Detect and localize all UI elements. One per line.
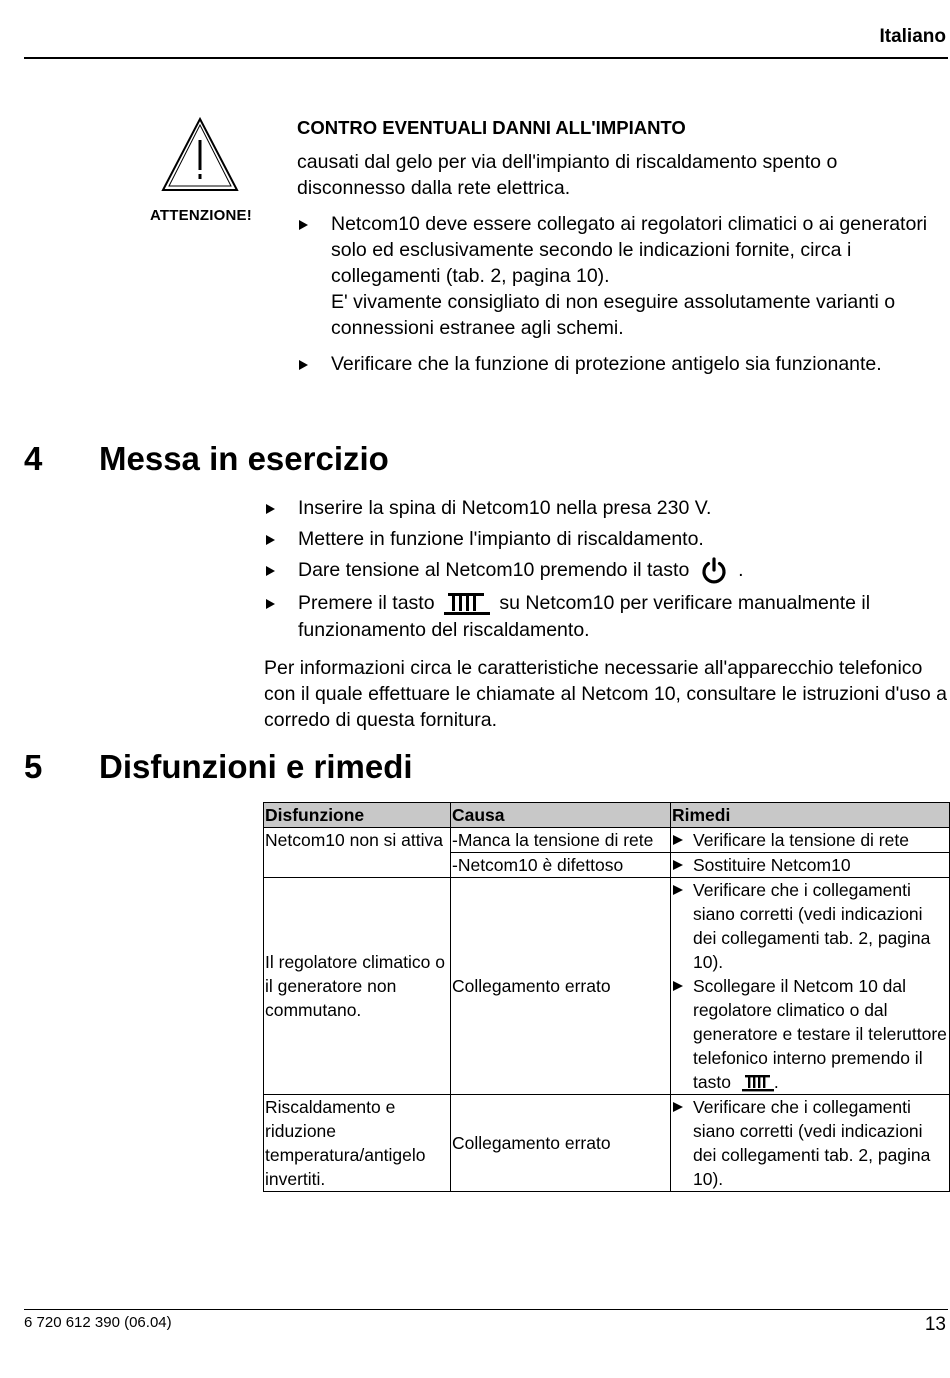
table-header-cell: Rimedi [671, 803, 950, 828]
bullet-arrow-icon [673, 885, 683, 895]
table-row [264, 1095, 950, 1192]
warning-bullet [297, 211, 937, 341]
section-title: Messa in esercizio [99, 440, 389, 477]
list-item [264, 526, 948, 552]
bullet-arrow-icon [266, 566, 275, 576]
heating-radiator-icon [444, 591, 490, 617]
list-item [264, 495, 948, 521]
remedy-text: Scollegare il Netcom 10 dal regolatore climatico o dal generatore e testare il teleruttore telefonico interno premendo il tasto [693, 976, 947, 1092]
power-icon [699, 557, 729, 585]
table-cell: -Manca la tensione di rete [451, 828, 671, 853]
heating-radiator-icon [742, 1073, 774, 1093]
list-item-text: Premere il tasto [298, 592, 435, 614]
table-cell: Il regolatore climatico o il generatore non commutano. [264, 878, 451, 1095]
remedy-item [672, 828, 948, 852]
table-cell: Netcom10 non si attiva [264, 828, 451, 878]
table-row [264, 878, 950, 1095]
bullet-arrow-icon [266, 504, 275, 514]
list-item [264, 590, 948, 643]
table-cell: Riscaldamento e riduzione temperatura/antigelo invertiti. [264, 1095, 451, 1192]
list-item-text: . [738, 559, 744, 582]
warning-label: ATTENZIONE! [150, 207, 252, 224]
table-cell: Collegamento errato [451, 878, 671, 1095]
table-header-cell: Disfunzione [264, 803, 451, 828]
list-item-text: su Netcom10 per verificare manualmente il funzionamento del riscaldamento. [298, 592, 871, 641]
remedy-item [672, 853, 948, 877]
header-rule [24, 57, 948, 59]
table-header-cell: Causa [451, 803, 671, 828]
remedy-text: Verificare che i collegamenti siano corretti (vedi indicazioni dei collegamenti tab. 2, pagina 10). [693, 1097, 931, 1189]
section-number: 4 [24, 440, 43, 477]
table-cell [671, 878, 950, 1095]
table-header-row [264, 803, 950, 828]
remedy-item [672, 878, 948, 974]
bullet-arrow-icon [266, 599, 275, 609]
section4-paragraph: Per informazioni circa le caratteristiche necessarie all'apparecchio telefonico con il quale effettuare le chiamate al Netcom 10, consultare le istruzioni d'uso a corredo di questa fornitura. [264, 657, 947, 731]
troubleshooting-table [263, 802, 950, 1192]
table-cell [671, 1095, 950, 1192]
page-number: 13 [924, 1314, 946, 1335]
remedy-item [672, 1095, 948, 1191]
list-item [264, 557, 948, 585]
remedy-text: Verificare la tensione di rete [693, 830, 909, 850]
table-cell [671, 828, 950, 853]
remedy-text: Sostituire Netcom10 [693, 855, 851, 875]
list-item-text: Mettere in funzione l'impianto di riscaldamento. [298, 528, 704, 550]
document-number: 6 720 612 390 (06.04) [24, 1314, 172, 1331]
remedy-item [672, 974, 948, 1094]
bullet-arrow-icon [299, 360, 308, 370]
warning-bullet-text: Verificare che la funzione di protezione antigelo sia funzionante. [331, 353, 882, 375]
list-item-text: Dare tensione al Netcom10 premendo il tasto [298, 559, 690, 582]
table-cell: Collegamento errato [451, 1095, 671, 1192]
section-number: 5 [24, 748, 43, 785]
list-item-text: Inserire la spina di Netcom10 nella presa 230 V. [298, 497, 712, 519]
bullet-arrow-icon [673, 835, 683, 845]
footer-rule [24, 1309, 948, 1310]
section4-list [264, 495, 948, 648]
bullet-arrow-icon [266, 535, 275, 545]
remedy-text: Verificare che i collegamenti siano corretti (vedi indicazioni dei collegamenti tab. 2, pagina 10). [693, 880, 931, 972]
warning-block [297, 116, 937, 377]
remedy-text: . [773, 1072, 779, 1092]
warning-bullet-text: Netcom10 deve essere collegato ai regolatori climatici o ai generatori solo ed esclusivamente secondo le indicazioni fornite, circa i collegamenti (tab. 2, pagina 10). [331, 213, 928, 287]
language-label: Italiano [879, 26, 946, 47]
table-row [264, 828, 950, 853]
bullet-arrow-icon [673, 981, 683, 991]
warning-triangle-icon [160, 116, 240, 194]
warning-bullet-text: E' vivamente consigliato di non eseguire assolutamente varianti o connessioni estranee agli schemi. [331, 291, 896, 339]
table-cell [671, 853, 950, 878]
table-cell: -Netcom10 è difettoso [451, 853, 671, 878]
warning-bullet [297, 351, 937, 377]
bullet-arrow-icon [299, 220, 308, 230]
bullet-arrow-icon [673, 1102, 683, 1112]
bullet-arrow-icon [673, 860, 683, 870]
warning-intro: causati dal gelo per via dell'impianto di riscaldamento spento o disconnesso dalla rete elettrica. [297, 151, 838, 199]
section-title: Disfunzioni e rimedi [99, 748, 413, 785]
warning-title: CONTRO EVENTUALI DANNI ALL'IMPIANTO [297, 117, 686, 138]
